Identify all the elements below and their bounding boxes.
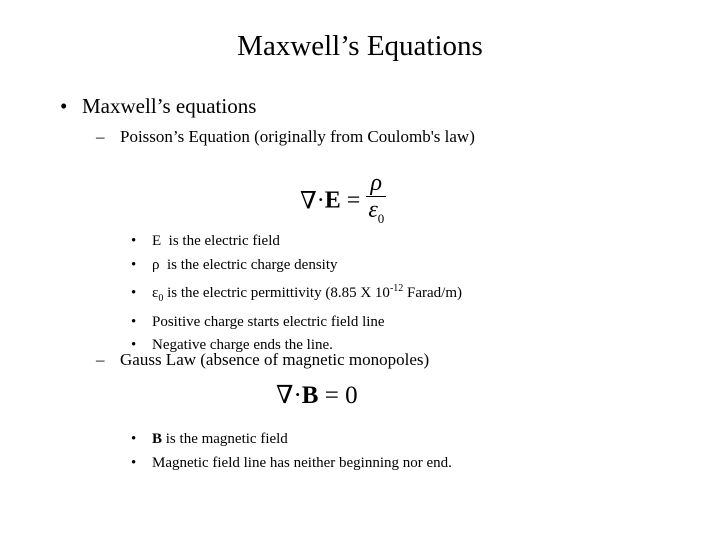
bullet-symbol: •	[131, 285, 137, 301]
list-item-text: Negative charge ends the line.	[152, 337, 333, 353]
poisson-bullet-list	[131, 230, 462, 358]
bullet-symbol: •	[60, 94, 68, 118]
list-item	[131, 277, 462, 311]
gauss-heading	[96, 350, 429, 370]
symbol-rho: ρ	[152, 256, 160, 273]
poisson-heading-text: Poisson’s Equation (originally from Coulomb's law)	[120, 127, 475, 146]
equation-rhs: 0	[345, 382, 358, 409]
fraction-denominator	[366, 196, 386, 232]
equals-sign: =	[324, 382, 339, 409]
list-item	[131, 311, 462, 335]
dash-symbol: –	[96, 127, 105, 146]
list-item-text: Positive charge starts electric field line	[152, 313, 385, 330]
list-item-text: is the electric field	[161, 233, 280, 249]
list-item-text: Magnetic field line has neither beginning nor end.	[152, 455, 452, 471]
bullet-symbol: •	[131, 233, 137, 249]
list-item-text: is the magnetic field	[162, 431, 288, 447]
slide-title: Maxwell’s Equations	[237, 30, 483, 62]
dot-operator: ·	[293, 382, 302, 409]
fraction-rho-over-epsilon	[366, 170, 386, 232]
gauss-bullet-list	[131, 427, 452, 475]
gauss-heading-text: Gauss Law (absence of magnetic monopoles)	[120, 350, 430, 369]
electric-field-symbol: E	[324, 187, 341, 214]
dot-operator: ·	[316, 187, 325, 214]
bullet-maxwells-equations	[60, 94, 256, 119]
bullet-symbol: •	[131, 337, 137, 353]
list-item-text: is the electric charge density	[159, 256, 338, 273]
bullet-symbol: •	[131, 313, 137, 330]
poisson-heading	[96, 127, 475, 147]
fraction-numerator: ρ	[370, 170, 383, 196]
list-item-text: is the electric permittivity (8.85 X 10	[163, 285, 390, 301]
bullet-symbol: •	[131, 256, 137, 273]
nabla-symbol: ∇	[276, 382, 294, 409]
bullet-symbol: •	[131, 431, 137, 447]
epsilon-subscript: 0	[158, 293, 164, 304]
symbol-epsilon: ε	[152, 285, 159, 301]
dash-symbol: –	[96, 350, 105, 369]
symbol-b: B	[152, 431, 163, 447]
exponent: -12	[389, 283, 404, 294]
poisson-equation	[300, 170, 386, 232]
magnetic-field-symbol: B	[301, 382, 319, 409]
epsilon-subscript: 0	[377, 210, 385, 226]
nabla-symbol: ∇	[300, 188, 317, 215]
gauss-equation	[276, 380, 358, 410]
equals-sign: =	[346, 187, 361, 214]
list-item	[131, 230, 462, 254]
list-item	[131, 451, 452, 475]
epsilon-symbol: ε	[368, 197, 378, 223]
list-item	[131, 254, 462, 278]
bullet-text: Maxwell’s equations	[82, 94, 257, 118]
list-item-tail: Farad/m)	[403, 285, 463, 301]
symbol-e: E	[152, 233, 162, 249]
list-item	[131, 427, 452, 451]
bullet-symbol: •	[131, 455, 137, 471]
